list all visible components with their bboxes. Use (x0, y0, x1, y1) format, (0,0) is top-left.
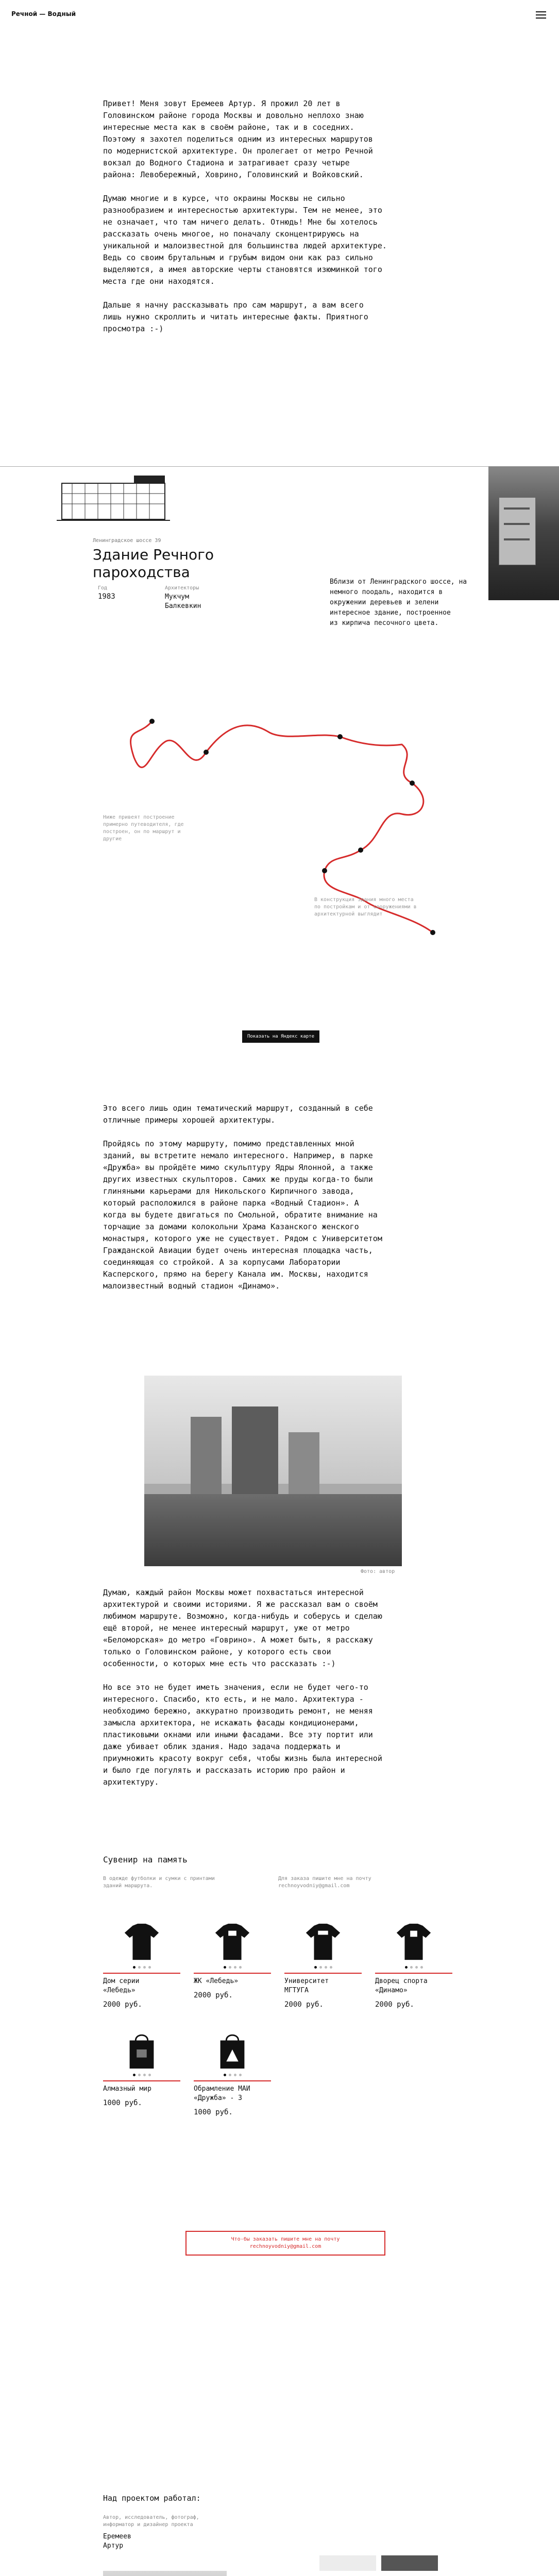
merch-name: Университет МГТУГА (284, 1977, 329, 1994)
carousel-dots[interactable] (375, 1966, 452, 1969)
building-address: Ленинградское шоссе 39 (93, 538, 161, 544)
year-label: Год (98, 585, 108, 591)
merch-item[interactable] (194, 2029, 271, 2116)
intro-paragraph-3: Дальше я начну рассказывать про сам маршрут, а вам всего лишь нужно скроллить и читать интересные факты. Приятного просмотра :-) (103, 300, 368, 333)
merch-item[interactable] (103, 2029, 180, 2116)
mid-paragraph-3: Думаю, каждый район Москвы может похвастаться интересной архитектурой и своими историями. Я же рассказал вам о своём любимом маршруте. Возможно, когда-нибудь и соберусь и сделаю ещё второй, не менее интересный маршрут, уже от метро «Беломорская» до метро «Говрино». А может быть, я расскажу только о Головинском районе, у которого есть свои особенности, о которых мне есть что рассказать :-) (103, 1588, 382, 1668)
mid-paragraph-1: Это всего лишь один тематический маршрут, созданный в себе отличные примеры хорошей архитектуры. (103, 1104, 373, 1125)
carousel-dots[interactable] (284, 1966, 362, 1969)
tshirt-icon[interactable] (194, 1922, 271, 1962)
merch-divider (284, 1973, 362, 1974)
mid-paragraph-4: Но все это не будет иметь значения, если не будет чего-то интересного. Спасибо, кто есть, и не мало. Архитектура - необходимо бережно, аккуратно производить ремонт, не меняя замысла архитектора, не искажать фасады кондиционерами, пластиковыми окнами или иными фасадами. Все эту портит или даже убивает облик здания. Надо задача поддержать и приумножить красоту вокруг себя, чтобы жизнь была интересной и было где погулять и рассказать историю про район и архитектуру. (103, 1683, 382, 1787)
map-point[interactable] (430, 930, 435, 935)
menu-icon[interactable] (536, 11, 546, 19)
route-description (103, 1103, 412, 1292)
map-point[interactable] (322, 868, 327, 873)
team-name: Еремеев Артур (103, 2533, 131, 2550)
building-architect: Мукчум Балкевкин (165, 593, 201, 610)
yandex-map-button[interactable]: Показать на Яндекс карте (242, 1030, 319, 1043)
section-divider (0, 466, 559, 467)
order-email-box[interactable]: Что-бы заказать пишите мне на почту rechnoyvodniy@gmail.com (185, 2231, 385, 2256)
map-point[interactable] (358, 848, 363, 853)
merch-name: ЖК «Лебедь» (194, 1977, 239, 1985)
merch-name: Дом серии «Лебедь» (103, 1977, 140, 1994)
photo-credit: Фото: автор (361, 1569, 395, 1574)
merch-item[interactable] (194, 1922, 271, 2009)
building-description: Вблизи от Ленинградского шоссе, на немного поодаль, находится в окружении деревьев и зелени интересное здание, построенное из кирпича песочного цвета. (330, 578, 467, 627)
closing-text (103, 1587, 412, 1788)
merch-price: 2000 руб. (103, 2001, 142, 2009)
team-role: Автор, исследователь, фотограф, информатор и дизайнер проекта (103, 2515, 199, 2528)
tote-bag-icon[interactable] (103, 2029, 180, 2070)
map-note-1: Ниже привеят построение примерно путеводителя, где построен, он по маршрут и другие (103, 815, 184, 842)
mid-paragraph-2: Пройдясь по этому маршруту, помимо представленных мной зданий, вы встретите немало интересного. Например, в парке «Дружба» вы пройдёте мимо скульптуру Ядры Ялонной, а также других известных скульпторов. Самих же пруды когда-то были глиняными карьерами для Никольского Кирпичного завода, который расположился в районе парка «Водный Стадион». А когда вы будете двигаться по Смольной, обратите внимание на торчащие за домами колокольни Храма Казанского женского монастыря, которого уже не существует. Рядом с Университетом Гражданской Авиации будет очень интересная площадка часть, соединяющая со стройкой. А за корпусами Лаборатории Касперского, прямо на берегу Канала им. Москвы, находится малоизвестный водный стадион «Динамо». (103, 1139, 382, 1291)
merch-price: 2000 руб. (194, 1991, 233, 1999)
tshirt-icon[interactable] (284, 1922, 362, 1962)
intro (103, 98, 392, 335)
project-thumbs[interactable] (319, 2555, 438, 2571)
building-photo (488, 466, 559, 600)
tshirt-icon[interactable] (375, 1922, 452, 1962)
carousel-dots[interactable] (103, 1966, 180, 1969)
merch-name: Алмазный мир (103, 2085, 151, 2093)
map-point[interactable] (410, 781, 415, 786)
intro-paragraph-1: Привет! Меня зовут Еремеев Артур. Я прожил 20 лет в Головинском районе города Москвы и довольно неплохо знаю интересные места как в своём районе, так и в соседних. Поэтому я захотел поделиться одним из интересных маршрутов по модернистской архитектуре. Он пролегает от метро Речной вокзал до Водного Стадиона и затрагивает сразу четыре района: Левобережный, Ховрино, Головинский и Войковский. (103, 99, 373, 179)
merch-price: 2000 руб. (284, 2001, 324, 2009)
merch-note-right: Для заказа пишите мне на почту rechnoyvodniy@gmail.com (278, 1876, 371, 1889)
merch-item[interactable] (284, 1922, 362, 2009)
merch-price: 1000 руб. (103, 2099, 142, 2107)
merch-divider (103, 2080, 180, 2081)
tshirt-icon[interactable] (103, 1922, 180, 1962)
merch-item[interactable] (103, 1922, 180, 2009)
site-logo[interactable]: Речной — Водный (11, 10, 76, 18)
map-point[interactable] (337, 734, 343, 739)
intro-paragraph-2: Думаю многие и в курсе, что окраины Москвы не сильно разнообразием и интересностью архитектуры. Тем не менее, это не означает, что там ничего делать. Отнюдь! Мне бы хотелось рассказать очень многое, но поначалу сконцентрируюсь на уникальной и малоизвестной для большинства людей архитектуре. Ведь со своим брутальным и грубым видом они как раз сильно выделяются, а имея авторские черты становятся изюминкой того места где они находятся. (103, 194, 387, 286)
team-title: Над проектом работал: (103, 2494, 201, 2503)
architect-label: Архитекторы (165, 585, 199, 591)
building-year: 1983 (98, 592, 115, 601)
stadium-photo (144, 1376, 402, 1566)
merch-item[interactable] (375, 1922, 452, 2009)
merch-divider (375, 1973, 452, 1974)
merch-grid (103, 1922, 453, 2116)
merch-title: Сувенир на память (103, 1855, 188, 1865)
merch-name: Дворец спорта «Динамо» (375, 1977, 428, 1994)
carousel-dots[interactable] (194, 1966, 271, 1969)
carousel-dots[interactable] (194, 2074, 271, 2076)
building-sketch (57, 473, 170, 524)
merch-divider (103, 1973, 180, 1974)
map-point[interactable] (204, 750, 209, 755)
merch-divider (194, 1973, 271, 1974)
merch-price: 1000 руб. (194, 2108, 233, 2116)
merch-price: 2000 руб. (375, 2001, 414, 2009)
merch-note-left: В одежде футболки и сумки с принтами зданий маршрута. (103, 1876, 215, 1889)
map-note-2: В конструкция здания много места по постройкам и от сооружениями в архитектурной выглядит (314, 897, 417, 917)
merch-name: Обрамление МАИ «Дружба» - 3 (194, 2085, 250, 2102)
building-title: Здание Речного пароходства (93, 546, 214, 581)
map-point[interactable] (149, 719, 155, 724)
author-photo (103, 2571, 227, 2576)
carousel-dots[interactable] (103, 2074, 180, 2076)
tote-bag-icon[interactable] (194, 2029, 271, 2070)
merch-divider (194, 2080, 271, 2081)
